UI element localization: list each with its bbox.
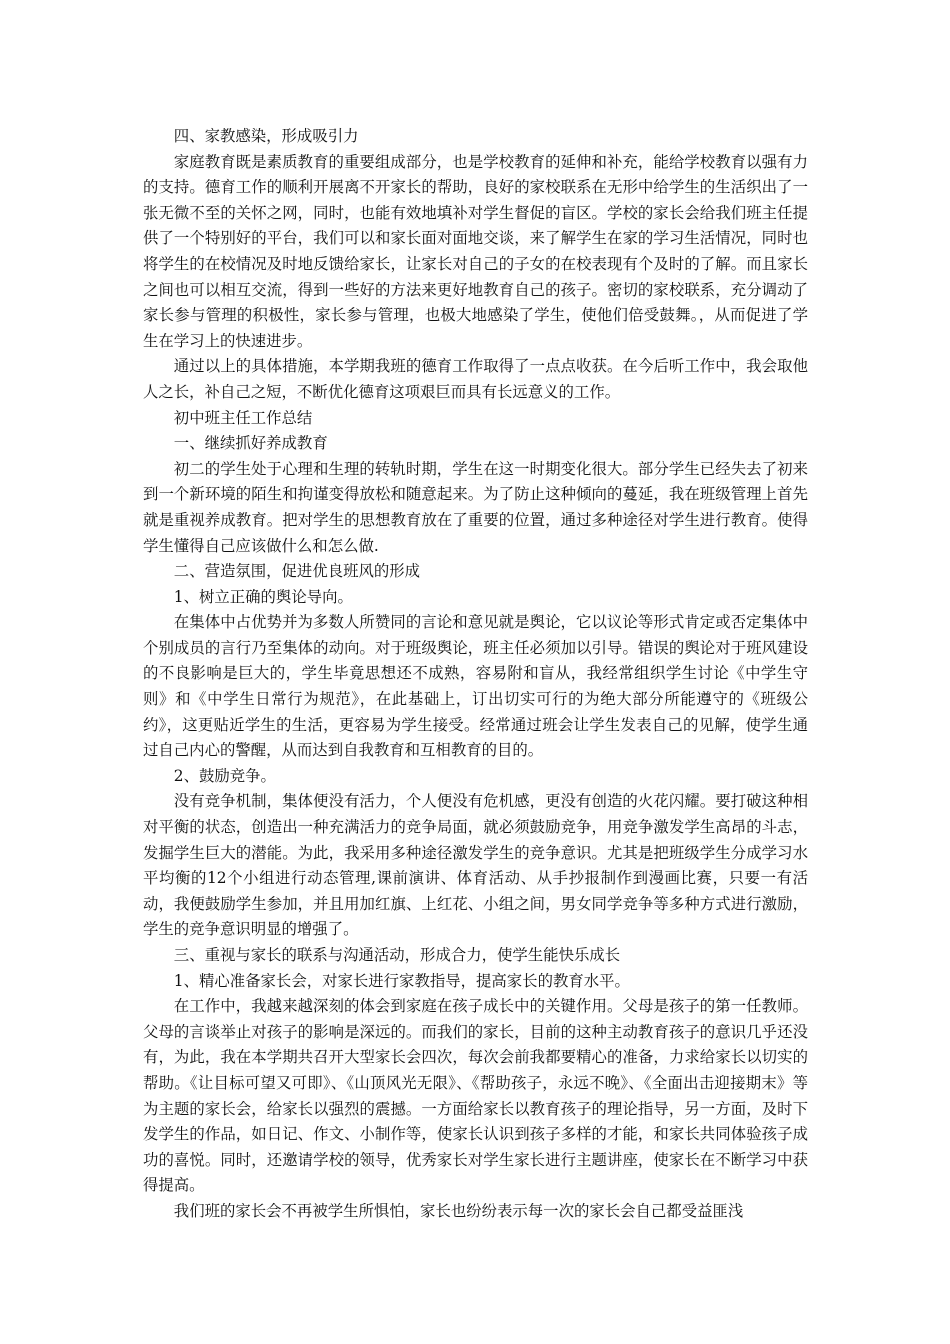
body-paragraph: 我们班的家长会不再被学生所惧怕，家长也纷纷表示每一次的家长会自己都受益匪浅: [173, 1201, 744, 1220]
body-paragraph: 在工作中，我越来越深刻的体会到家庭在孩子成长中的关键作用。父母是孩子的第一任教师。父母的言谈举止对孩子的影响是深远的。而我们的家长，目前的这种主动教育孩子的意识几乎还没有，为此，我在本学期共召开大型家长会四次，每次会前我都要精心的准备，力求给家长以切实的帮助。《让目标可望又可即》、《山顶风光无限》、《帮助孩子，永远不晚》、《全面出击迎接期末》等为主题的家长会，给家长以强烈的震撼。一方面给家长以教育孩子的理论指导，另一方面，及时下发学生的作品，如日记、作文、小制作等，使家长认识到孩子多样的才能，和家长共同体验孩子成功的喜悦。同时，还邀请学校的领导，优秀家长对学生家长进行主题讲座，使家长在不断学习中获得提高。: [143, 997, 808, 1195]
body-paragraph: 没有竞争机制，集体便没有活力，个人便没有危机感，更没有创造的火花闪耀。要打破这种相对平衡的状态，创造出一种充满活力的竞争局面，就必须鼓励竞争，用竞争激发学生高昂的斗志，发掘学生巨大的潜能。为此，我采用多种途径激发学生的竞争意识。尤其是把班级学生分成学习水平均衡的12个小组进行动态管理,课前演讲、体育活动、从手抄报制作到漫画比赛，只要一有活动，我便鼓励学生参加，并且用加红旗、上红花、小组之间，男女同学竞争等多种方式进行激励，学生的竞争意识明显的增强了。: [143, 792, 808, 939]
section-heading: 三、重视与家长的联系与沟通活动，形成合力，使学生能快乐成长: [173, 946, 621, 964]
document-body: [143, 124, 808, 1225]
section-heading: 二、营造氛围，促进优良班风的形成: [173, 562, 421, 581]
body-paragraph: 在集体中占优势并为多数人所赞同的言论和意见就是舆论，它以议论等形式肯定或否定集体中个别成员的言行乃至集体的动向。对于班级舆论，班主任必须加以引导。错误的舆论对于班风建设的不良影响是巨大的，学生毕竟思想还不成熟，容易附和盲从，我经常组织学生讨论《中学生守则》和《中学生日常行为规范》，在此基础上，订出切实可行的为绝大部分所能遵守的《班级公约》，这更贴近学生的生活，更容易为学生接受。经常通过班会让学生发表自己的见解，使学生通过自己内心的警醒，从而达到自我教育和互相教育的目的。: [143, 613, 808, 760]
body-paragraph: 家庭教育既是素质教育的重要组成部分，也是学校教育的延伸和补充，能给学校教育以强有力的支持。德育工作的顺利开展离不开家长的帮助，良好的家校联系在无形中给学生的生活织出了一张无微不至的关怀之网，同时，也能有效地填补对学生督促的盲区。学校的家长会给我们班主任提供了一个特别好的平台，我们可以和家长面对面地交谈，来了解学生在家的学习生活情况，同时也将学生的在校情况及时地反馈给家长，让家长对自己的子女的在校表现有个及时的了解。而且家长之间也可以相互交流，得到一些好的方法来更好地教育自己的孩子。密切的家校联系，充分调动了家长参与管理的积极性，家长参与管理，也极大地感染了学生，使他们倍受鼓舞。，从而促进了学生在学习上的快速进步。: [143, 152, 808, 350]
subsection-heading: 1、精心准备家长会，对家长进行家教指导，提高家长的教育水平。: [173, 971, 630, 990]
document-title: 初中班主任工作总结: [173, 408, 313, 427]
section-heading: 一、继续抓好养成教育: [173, 434, 328, 453]
subsection-heading: 1、树立正确的舆论导向。: [173, 587, 353, 606]
body-paragraph: 通过以上的具体措施，本学期我班的德育工作取得了一点点收获。在今后听工作中，我会取他人之长，补自己之短，不断优化德育这项艰巨而具有长远意义的工作。: [143, 357, 808, 401]
body-paragraph: 初二的学生处于心理和生理的转轨时期，学生在这一时期变化很大。部分学生已经失去了初来到一个新环境的陌生和拘谨变得放松和随意起来。为了防止这种倾向的蔓延，我在班级管理上首先就是重视养成教育。把对学生的思想教育放在了重要的位置，通过多种途径对学生进行教育。使得学生懂得自己应该做什么和怎么做.: [143, 459, 808, 555]
section-heading: 四、家教感染，形成吸引力: [173, 127, 359, 145]
subsection-heading: 2、鼓励竞争。: [173, 766, 276, 785]
